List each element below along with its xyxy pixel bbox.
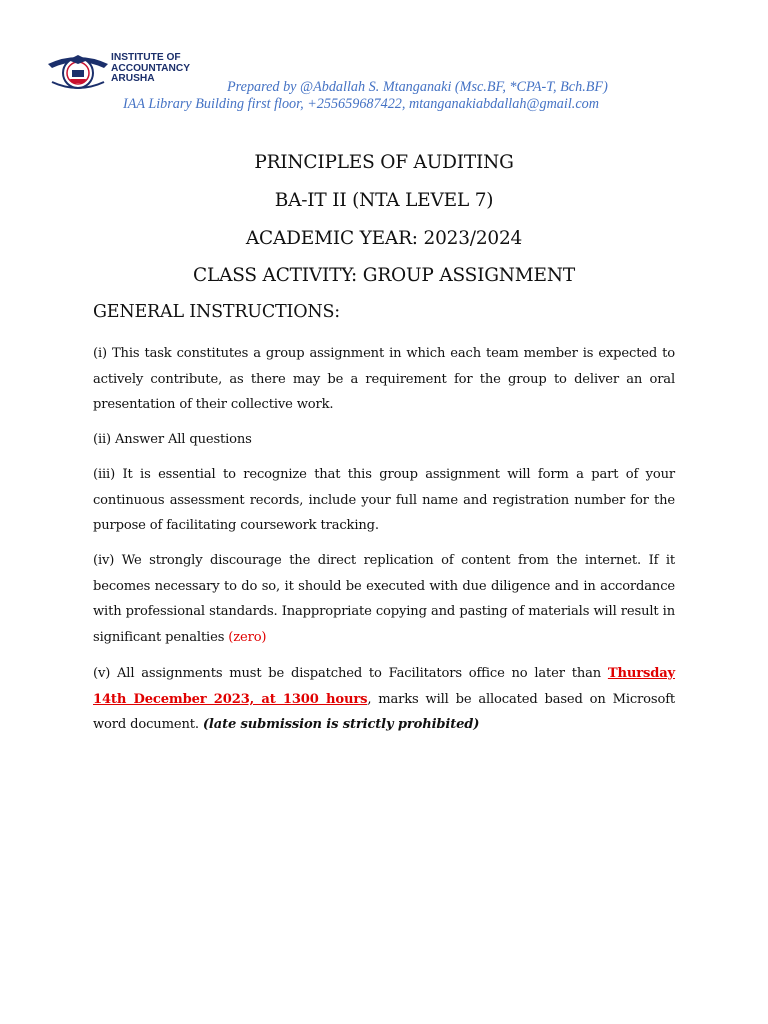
instruction-item-3 — [93, 462, 675, 539]
instruction-text: (iii) It is essential to recognize that this group assignment will form a part of your continuous assessment records, include your full name and registration number for the purpose of facilitating coursework tracking. — [93, 467, 675, 534]
institution-line-3: ARUSHA — [111, 73, 155, 84]
academic-year-title: ACADEMIC YEAR: 2023/2024 — [245, 228, 523, 249]
instructions-heading: GENERAL INSTRUCTIONS: — [93, 302, 340, 322]
institution-name — [111, 53, 190, 85]
instruction-text: (v) All assignments must be dispatched to Facilitators office no later than — [93, 666, 608, 681]
instruction-text-continued: , marks will be allocated based on Microsoft word document. — [93, 691, 676, 733]
activity-title: CLASS ACTIVITY: GROUP ASSIGNMENT — [193, 265, 575, 286]
contact-address-line: IAA Library Building first floor, +255659687422, mtanganakiabdallah@gmail.com — [123, 96, 599, 112]
institute-logo — [46, 46, 110, 92]
instruction-item-2 — [93, 427, 675, 453]
instruction-text: (iv) We strongly discourage the direct replication of content from the internet. If it becomes necessary to do so, it should be executed with due diligence and in accordance with professional standards. Inappropriate copying and pasting of materials will result in significant penalties — [93, 553, 675, 646]
instruction-text: (ii) Answer All questions — [93, 432, 252, 447]
prepared-by-line: Prepared by @Abdallah S. Mtanganaki (Msc.BF, *CPA-T, Bch.BF) — [227, 79, 608, 95]
course-title: PRINCIPLES OF AUDITING — [254, 152, 514, 173]
programme-title: BA-IT II (NTA LEVEL 7) — [274, 190, 494, 211]
instruction-text: (i) This task constitutes a group assignment in which each team member is expected to actively contribute, as there may be a requirement for the group to deliver an oral presentation of their collective work. — [93, 346, 675, 413]
penalty-highlight: (zero) — [228, 630, 267, 646]
late-submission-note: (late submission is strictly prohibited) — [202, 717, 480, 733]
institution-line-1: INSTITUTE OF — [111, 52, 181, 63]
deadline-highlight: Thursday 14th December 2023, at 1300 hours — [93, 666, 675, 707]
instruction-item-1 — [93, 341, 675, 418]
instruction-item-5 — [93, 661, 675, 738]
institution-line-2: ACCOUNTANCY — [111, 62, 191, 74]
instruction-item-4 — [93, 548, 675, 651]
